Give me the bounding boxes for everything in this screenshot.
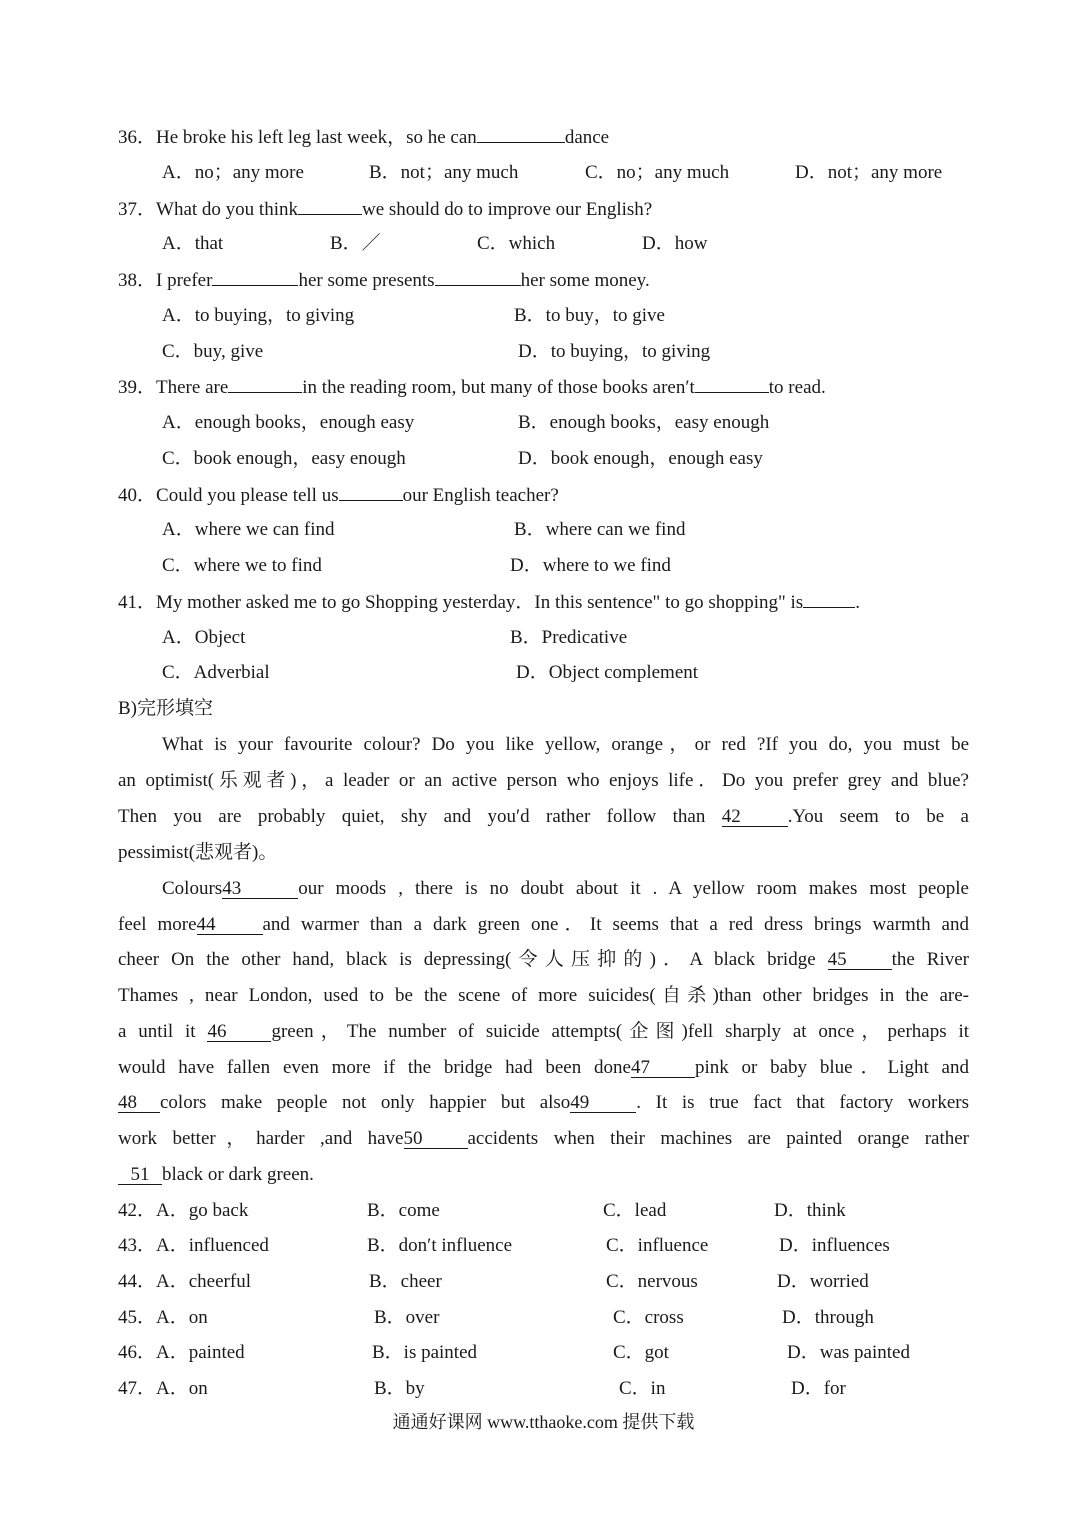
option-39-d: D．book enough，enough easy xyxy=(518,448,763,469)
passage-line: an optimist(乐观者)，a leader or an active person who enjoys life．Do you prefer grey and blue? xyxy=(118,770,969,791)
option-36-b: B．not；any much xyxy=(369,162,519,183)
option-37-a: A．that xyxy=(162,233,224,254)
cloze-option-42-b: B．come xyxy=(367,1200,440,1221)
passage-line: 51 black or dark green. xyxy=(118,1163,969,1187)
option-41-a: A．Object xyxy=(162,627,246,648)
passage-line: Colours43 our moods , there is no doubt about it . A yellow room makes most people xyxy=(162,878,969,899)
cloze-blank-47: 47 xyxy=(631,1059,695,1078)
answer-blank xyxy=(212,268,298,286)
passage-line: pessimist(悲观者)。 xyxy=(118,842,278,863)
option-40-c: C．where we to find xyxy=(162,555,322,576)
cloze-option-44-c: C．nervous xyxy=(606,1271,698,1292)
option-39-a: A．enough books，enough easy xyxy=(162,412,415,433)
cloze-option-45-b: B．over xyxy=(374,1307,440,1328)
option-41-d: D．Object complement xyxy=(516,662,699,683)
cloze-blank-42: 42 xyxy=(722,808,788,827)
cloze-option-45-c: C．cross xyxy=(613,1307,684,1328)
answer-blank xyxy=(803,590,855,608)
option-40-d: D．where to we find xyxy=(510,555,671,576)
question-36: 36．He broke his left leg last week，so he can dance xyxy=(118,127,610,148)
cloze-option-45-d: D．through xyxy=(782,1307,874,1328)
answer-blank xyxy=(228,375,302,393)
cloze-blank-45: 45 xyxy=(828,951,892,970)
answer-blank xyxy=(339,483,403,501)
option-36-c: C．no；any much xyxy=(585,162,730,183)
passage-line: What is your favourite colour? Do you like yellow, orange，or red ?If you do, you must be xyxy=(162,734,969,755)
option-38-c: C．buy, give xyxy=(162,341,264,362)
cloze-option-row-42: 42．A．go back xyxy=(118,1200,249,1221)
cloze-option-46-b: B．is painted xyxy=(372,1342,478,1363)
cloze-option-43-b: B．don′t influence xyxy=(367,1235,513,1256)
cloze-option-42-c: C．lead xyxy=(603,1200,667,1221)
cloze-option-47-b: B．by xyxy=(374,1378,425,1399)
answer-blank xyxy=(477,125,565,143)
option-41-b: B．Predicative xyxy=(510,627,628,648)
option-41-c: C．Adverbial xyxy=(162,662,270,683)
cloze-option-47-c: C．in xyxy=(619,1378,666,1399)
cloze-option-44-b: B．cheer xyxy=(369,1271,442,1292)
question-40: 40．Could you please tell us our English teacher? xyxy=(118,485,559,506)
cloze-blank-51: 51 xyxy=(118,1166,162,1185)
cloze-option-43-c: C．influence xyxy=(606,1235,709,1256)
option-38-b: B．to buy，to give xyxy=(514,305,665,326)
option-37-b: B．／ xyxy=(330,233,381,254)
cloze-blank-44: 44 xyxy=(197,916,263,935)
passage-line: 48 colors make people not only happier but also49 . It is true fact that factory workers xyxy=(118,1092,969,1113)
cloze-option-42-d: D．think xyxy=(774,1200,846,1221)
cloze-option-row-46: 46．A．painted xyxy=(118,1342,245,1363)
cloze-option-47-d: D．for xyxy=(791,1378,846,1399)
question-41: 41．My mother asked me to go Shopping yesterday．In this sentence" to go shopping" is . xyxy=(118,592,860,613)
passage-line: work better，harder ,and have50 accidents when their machines are painted orange rather xyxy=(118,1128,969,1149)
answer-blank xyxy=(435,268,521,286)
cloze-blank-46: 46 xyxy=(207,1023,271,1042)
cloze-option-row-44: 44．A．cheerful xyxy=(118,1271,251,1292)
cloze-blank-49: 49 xyxy=(570,1094,636,1113)
cloze-blank-50: 50 xyxy=(404,1130,468,1149)
option-36-a: A．no；any more xyxy=(162,162,304,183)
answer-blank xyxy=(695,375,769,393)
option-40-a: A．where we can find xyxy=(162,519,335,540)
option-39-b: B．enough books，easy enough xyxy=(518,412,770,433)
question-37: 37．What do you think we should do to improve our English? xyxy=(118,199,653,220)
cloze-option-row-43: 43．A．influenced xyxy=(118,1235,269,1256)
option-38-d: D．to buying，to giving xyxy=(518,341,711,362)
cloze-blank-43: 43 xyxy=(222,880,298,899)
question-39: 39．There are in the reading room, but many of those books aren′t to read. xyxy=(118,377,826,398)
cloze-option-row-47: 47．A．on xyxy=(118,1378,208,1399)
answer-blank xyxy=(298,197,362,215)
cloze-option-43-d: D．influences xyxy=(779,1235,890,1256)
option-38-a: A．to buying，to giving xyxy=(162,305,355,326)
passage-line: Then you are probably quiet, shy and you′d rather follow than 42 .You seem to be a xyxy=(118,806,969,827)
option-37-c: C．which xyxy=(477,233,556,254)
cloze-blank-48: 48 xyxy=(118,1094,160,1113)
option-36-d: D．not；any more xyxy=(795,162,943,183)
passage-line: Thames , near London, used to be the scene of more suicides(自杀)than other bridges in the are- xyxy=(118,985,969,1006)
cloze-option-46-d: D．was painted xyxy=(787,1342,910,1363)
cloze-option-row-45: 45．A．on xyxy=(118,1307,208,1328)
passage-line: a until it 46 green，The number of suicide attempts(企图)fell sharply at once，perhaps it xyxy=(118,1021,970,1042)
passage-line: feel more44 and warmer than a dark green one．It seems that a red dress brings warmth and xyxy=(118,914,969,935)
passage-line: cheer On the other hand, black is depressing(令人压抑的)．A black bridge 45 the River xyxy=(118,949,970,970)
option-40-b: B．where can we find xyxy=(514,519,686,540)
passage-line: would have fallen even more if the bridge had been done47 pink or baby blue．Light and xyxy=(118,1057,969,1078)
section-heading: B)完形填空 xyxy=(118,698,214,719)
option-39-c: C．book enough，easy enough xyxy=(162,448,406,469)
option-37-d: D．how xyxy=(642,233,708,254)
cloze-option-46-c: C．got xyxy=(613,1342,669,1363)
question-38: 38．I prefer her some presents her some money. xyxy=(118,270,650,291)
cloze-option-44-d: D．worried xyxy=(777,1271,869,1292)
page-footer: 通通好课网 www.tthaoke.com 提供下载 xyxy=(392,1412,695,1432)
